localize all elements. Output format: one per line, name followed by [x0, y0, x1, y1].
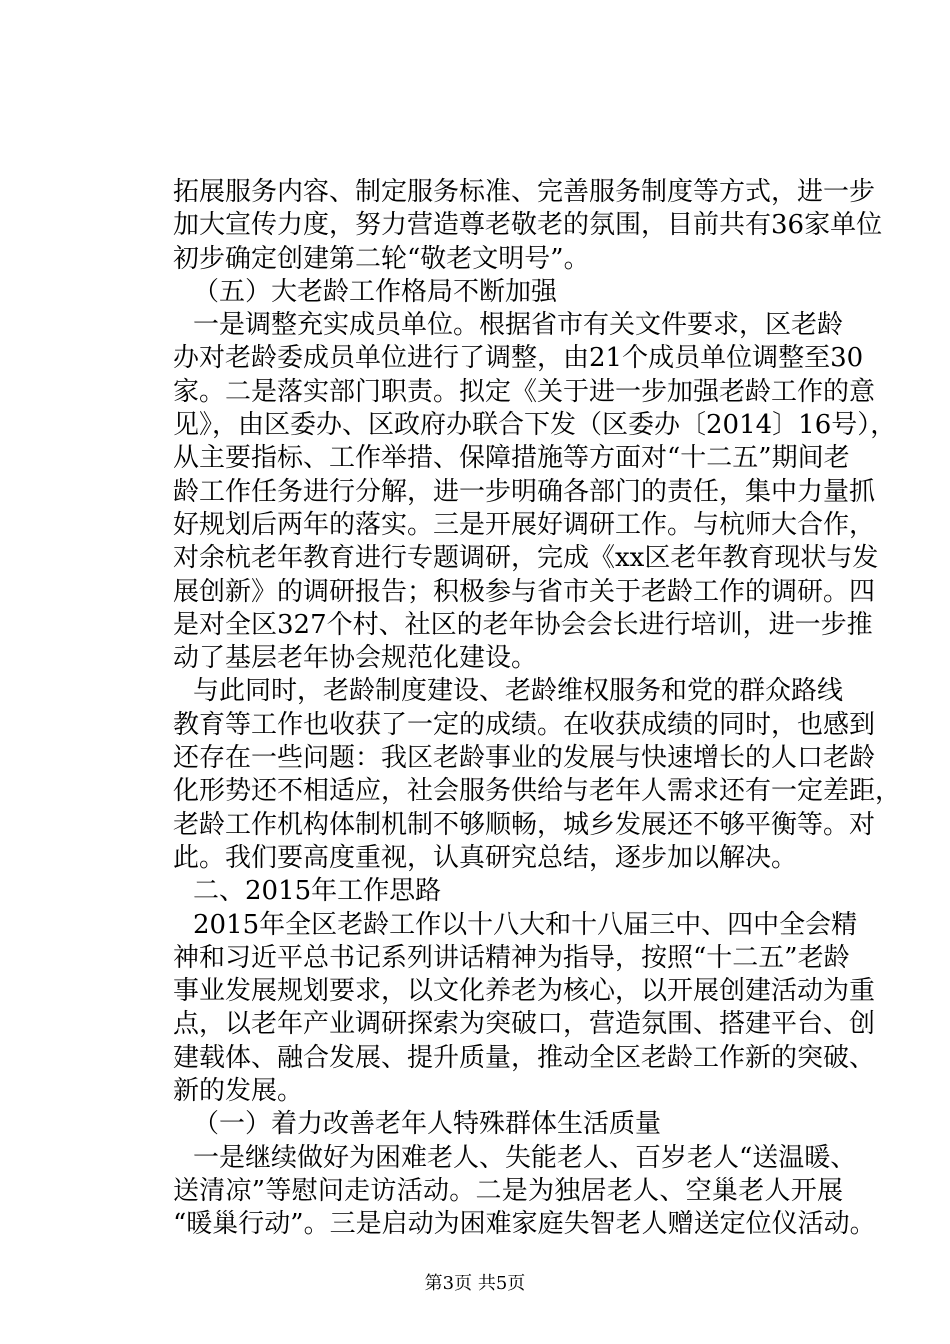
section-heading: （一）着力改善老年人特殊群体生活质量 [193, 1109, 662, 1140]
paragraph-line: 动了基层老年协会规范化建设。 [173, 643, 538, 674]
paragraph-line: 从主要指标、工作举措、保障措施等方面对“十二五”期间老 [173, 443, 850, 474]
paragraph-line: 加大宣传力度，努力营造尊老敬老的氛围，目前共有36家单位 [173, 210, 883, 241]
paragraph-line: 展创新》的调研报告；积极参与省市关于老龄工作的调研。四 [173, 576, 876, 607]
paragraph-line: 老龄工作机构体制机制不够顺畅，城乡发展还不够平衡等。对 [173, 809, 876, 840]
page-number-footer: 第3页 共5页 [424, 1273, 526, 1294]
paragraph-line: 神和习近平总书记系列讲话精神为指导，按照“十二五”老龄 [173, 942, 850, 973]
paragraph-line: 化形势还不相适应，社会服务供给与老年人需求还有一定差距， [173, 776, 902, 807]
document-body [173, 176, 902, 1242]
section-heading: （五）大老龄工作格局不断加强 [193, 276, 558, 307]
paragraph-line: 拓展服务内容、制定服务标准、完善服务制度等方式，进一步 [173, 177, 876, 207]
paragraph-line: 建载体、融合发展、提升质量，推动全区老龄工作新的突破、 [173, 1042, 876, 1073]
paragraph-line: 一是继续做好为困难老人、失能老人、百岁老人“送温暖、 [193, 1142, 857, 1173]
paragraph-line: 一是调整充实成员单位。根据省市有关文件要求，区老龄 [193, 310, 844, 341]
paragraph-line: 点，以老年产业调研探索为突破口，营造氛围、搭建平台、创 [173, 1009, 876, 1040]
paragraph-line: 事业发展规划要求，以文化养老为核心，以开展创建活动为重 [173, 976, 876, 1007]
paragraph-line: 办对老龄委成员单位进行了调整，由21个成员单位调整至30 [173, 343, 864, 374]
paragraph-line: 送清凉”等慰问走访活动。二是为独居老人、空巢老人开展 [173, 1175, 843, 1206]
paragraph-line: “暖巢行动”。三是启动为困难家庭失智老人赠送定位仪活动。 [173, 1209, 876, 1240]
paragraph-line: 对余杭老年教育进行专题调研，完成《xx区老年教育现状与发 [173, 543, 879, 574]
paragraph-line: 家。二是落实部门职责。拟定《关于进一步加强老龄工作的意 [173, 376, 876, 407]
paragraph-line: 还存在一些问题：我区老龄事业的发展与快速增长的人口老龄 [173, 743, 876, 774]
paragraph-line: 此。我们要高度重视，认真研究总结，逐步加以解决。 [173, 842, 798, 873]
paragraph-line: 初步确定创建第二轮“敬老文明号”。 [173, 243, 590, 274]
paragraph-line: 是对全区327个村、社区的老年协会会长进行培训，进一步推 [173, 609, 873, 640]
paragraph-line: 新的发展。 [173, 1076, 304, 1107]
paragraph-line: 2015年全区老龄工作以十八大和十八届三中、四中全会精 [193, 909, 858, 940]
paragraph-line: 与此同时，老龄制度建设、老龄维权服务和党的群众路线 [193, 676, 844, 707]
section-heading: 二、2015年工作思路 [193, 876, 442, 907]
paragraph-line: 好规划后两年的落实。三是开展好调研工作。与杭师大合作， [173, 509, 876, 540]
paragraph-line: 教育等工作也收获了一定的成绩。在收获成绩的同时，也感到 [173, 709, 876, 740]
paragraph-line: 龄工作任务进行分解，进一步明确各部门的责任，集中力量抓 [173, 476, 876, 507]
paragraph-line: 见》，由区委办、区政府办联合下发（区委办〔2014〕16号）， [173, 410, 897, 441]
